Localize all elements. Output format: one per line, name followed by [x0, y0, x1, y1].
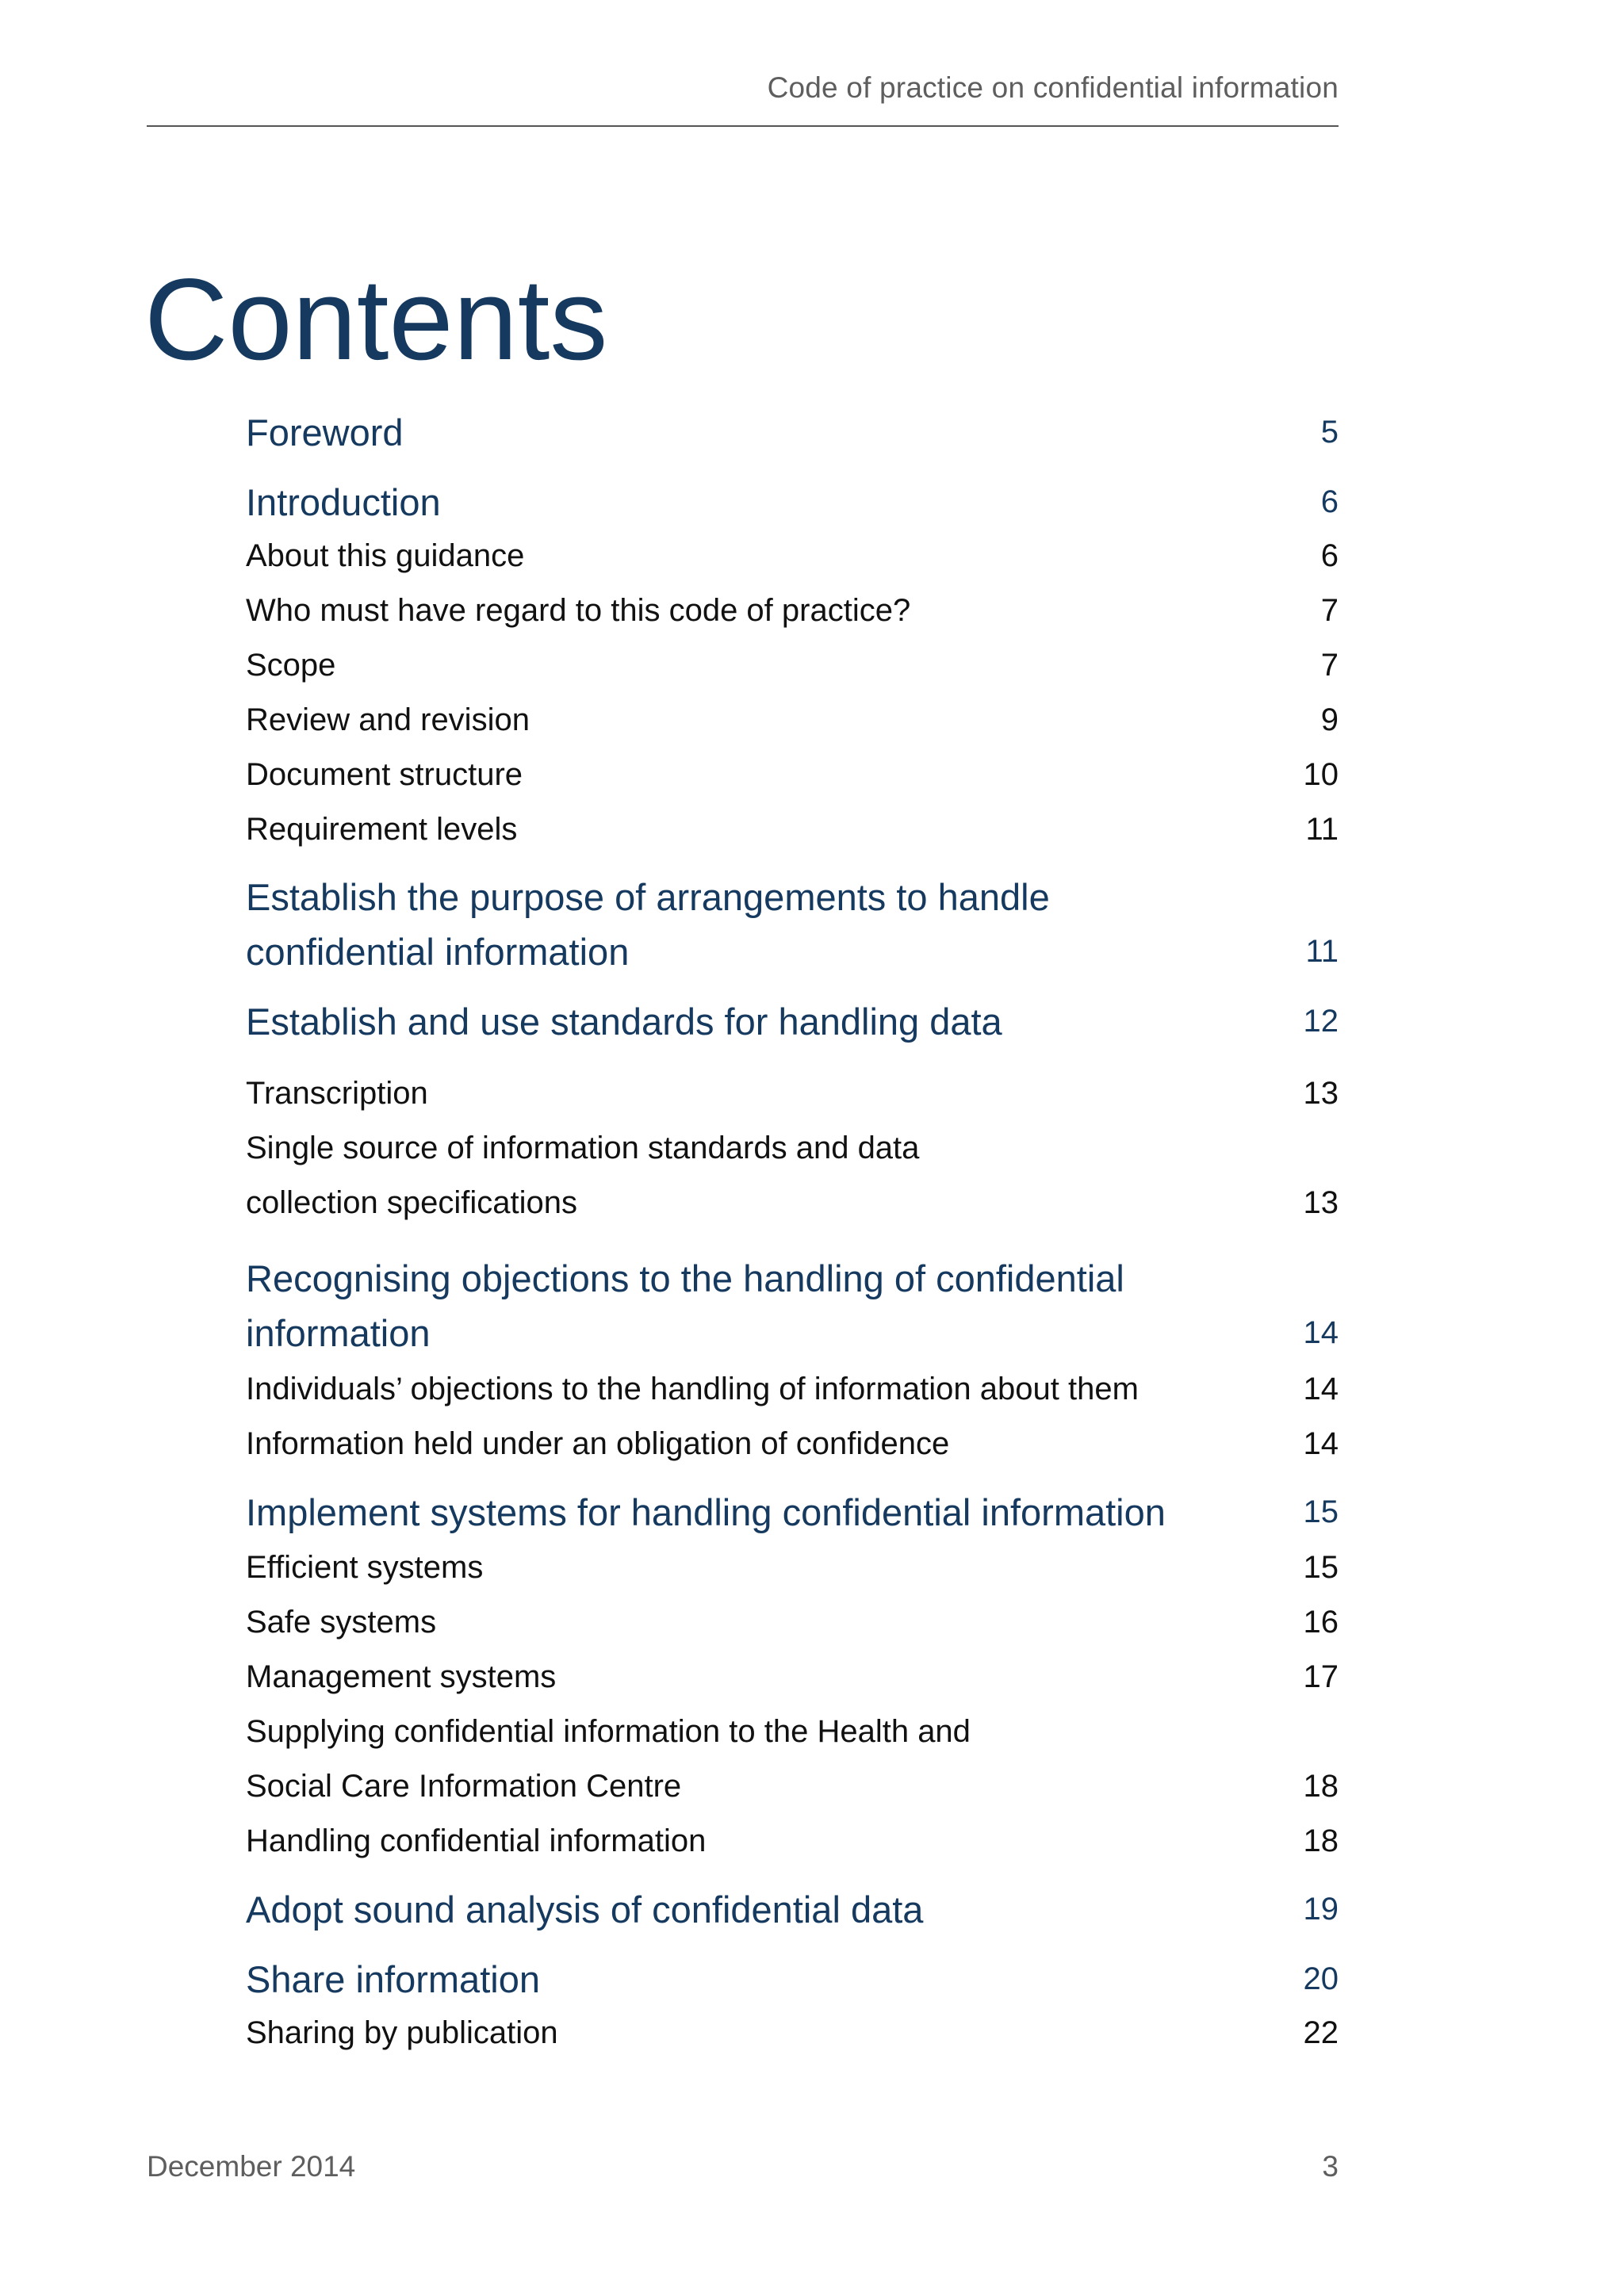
- toc-entry-establish-standards[interactable]: [246, 994, 1339, 1049]
- toc-page-number: 13: [1303, 1076, 1339, 1111]
- toc-entry-handling-confidential-information[interactable]: [246, 1814, 1339, 1869]
- toc-page-number: 7: [1320, 648, 1339, 683]
- toc-page-number: 10: [1303, 757, 1339, 792]
- toc-entry-scope[interactable]: [246, 638, 1339, 693]
- toc-page-number: 6: [1320, 484, 1339, 519]
- toc-entry-introduction[interactable]: [246, 475, 1339, 530]
- toc-entry-about-this-guidance[interactable]: [246, 529, 1339, 584]
- toc-page-number: 11: [1305, 934, 1339, 969]
- toc-page-number: 15: [1303, 1550, 1339, 1585]
- toc-entry-title-line-2: confidential information: [246, 931, 630, 973]
- toc-page-number: 5: [1320, 415, 1339, 450]
- toc-entry-individuals-objections[interactable]: [246, 1362, 1339, 1417]
- toc-entry-title: Handling confidential information: [246, 1823, 707, 1858]
- toc-entry-who-must-have-regard[interactable]: [246, 584, 1339, 638]
- toc-entry-title: Share information: [246, 1958, 540, 2000]
- toc-entry-title: Establish and use standards for handling data: [246, 1001, 1002, 1043]
- toc-entry-title: Information held under an obligation of confidence: [246, 1426, 950, 1461]
- toc-entry-title-line-1: Recognising objections to the handling of confidential: [246, 1257, 1124, 1299]
- toc-entry-title: Sharing by publication: [246, 2015, 558, 2050]
- toc-page-number: 14: [1303, 1315, 1339, 1350]
- toc-entry-single-source[interactable]: [246, 1121, 1339, 1230]
- toc-page-number: 14: [1303, 1426, 1339, 1461]
- toc-entry-title: Review and revision: [246, 702, 530, 737]
- toc-entry-title: Adopt sound analysis of confidential data: [246, 1888, 924, 1931]
- toc-entry-requirement-levels[interactable]: [246, 802, 1339, 857]
- toc-entry-management-systems[interactable]: [246, 1650, 1339, 1705]
- toc-entry-share-information[interactable]: [246, 1952, 1339, 2007]
- toc-entry-title: Management systems: [246, 1659, 557, 1694]
- toc-page-number: 17: [1303, 1659, 1339, 1694]
- page-title: Contents: [144, 254, 608, 384]
- toc-entry-title-line-2: Social Care Information Centre: [246, 1769, 682, 1804]
- toc-page-number: 22: [1303, 2015, 1339, 2050]
- toc-page-number: 13: [1303, 1185, 1339, 1220]
- toc-entry-title: Safe systems: [246, 1605, 437, 1640]
- toc-entry-obligation-of-confidence[interactable]: [246, 1417, 1339, 1471]
- toc-entry-title: Scope: [246, 648, 336, 683]
- toc-page-number: 6: [1320, 538, 1339, 573]
- toc-entry-title: Individuals’ objections to the handling of information about them: [246, 1372, 1139, 1406]
- toc-page-number: 12: [1303, 1004, 1339, 1039]
- toc-page-number: 20: [1303, 1961, 1339, 1996]
- toc-entry-implement-systems[interactable]: [246, 1485, 1339, 1540]
- toc-entry-foreword[interactable]: [246, 405, 1339, 460]
- toc-entry-sharing-by-publication[interactable]: [246, 2006, 1339, 2061]
- toc-entry-supplying-to-hscic[interactable]: [246, 1705, 1339, 1814]
- toc-entry-adopt-sound-analysis[interactable]: [246, 1882, 1339, 1937]
- toc-page-number: 11: [1305, 812, 1339, 847]
- toc-page-number: 18: [1303, 1823, 1339, 1858]
- toc-entry-title-line-1: Supplying confidential information to the Health and: [246, 1714, 971, 1749]
- running-header: Code of practice on confidential information: [767, 71, 1339, 104]
- toc-page-number: 14: [1303, 1372, 1339, 1406]
- toc-entry-title-line-2: collection specifications: [246, 1185, 577, 1220]
- toc-entry-review-and-revision[interactable]: [246, 693, 1339, 748]
- toc-entry-efficient-systems[interactable]: [246, 1540, 1339, 1595]
- toc-entry-safe-systems[interactable]: [246, 1595, 1339, 1650]
- toc-entry-transcription[interactable]: [246, 1066, 1339, 1121]
- toc-entry-title: Foreword: [246, 411, 404, 453]
- toc-entry-document-structure[interactable]: [246, 748, 1339, 802]
- toc-entry-title: Efficient systems: [246, 1550, 484, 1585]
- footer-date: December 2014: [147, 2150, 356, 2183]
- toc-entry-title: Transcription: [246, 1076, 428, 1111]
- toc-entry-recognising-objections[interactable]: [246, 1251, 1339, 1360]
- toc-entry-establish-purpose[interactable]: [246, 870, 1339, 979]
- toc-entry-title: Document structure: [246, 757, 523, 792]
- toc-entry-title: Requirement levels: [246, 812, 518, 847]
- toc-entry-title-line-1: Single source of information standards and data: [246, 1131, 920, 1165]
- toc-page-number: 16: [1303, 1605, 1339, 1640]
- toc-page-number: 9: [1320, 702, 1339, 737]
- toc-page-number: 7: [1320, 593, 1339, 628]
- footer-page-number: 3: [1322, 2150, 1339, 2183]
- toc-entry-title: Implement systems for handling confidential information: [246, 1491, 1166, 1533]
- table-of-contents: [246, 0, 1339, 2296]
- toc-entry-title: About this guidance: [246, 538, 525, 573]
- toc-page-number: 19: [1303, 1892, 1339, 1927]
- toc-page-number: 15: [1303, 1494, 1339, 1529]
- toc-entry-title-line-2: information: [246, 1312, 431, 1354]
- toc-page-number: 18: [1303, 1769, 1339, 1804]
- toc-entry-title-line-1: Establish the purpose of arrangements to handle: [246, 876, 1050, 918]
- toc-entry-title: Who must have regard to this code of practice?: [246, 593, 911, 628]
- toc-entry-title: Introduction: [246, 481, 441, 523]
